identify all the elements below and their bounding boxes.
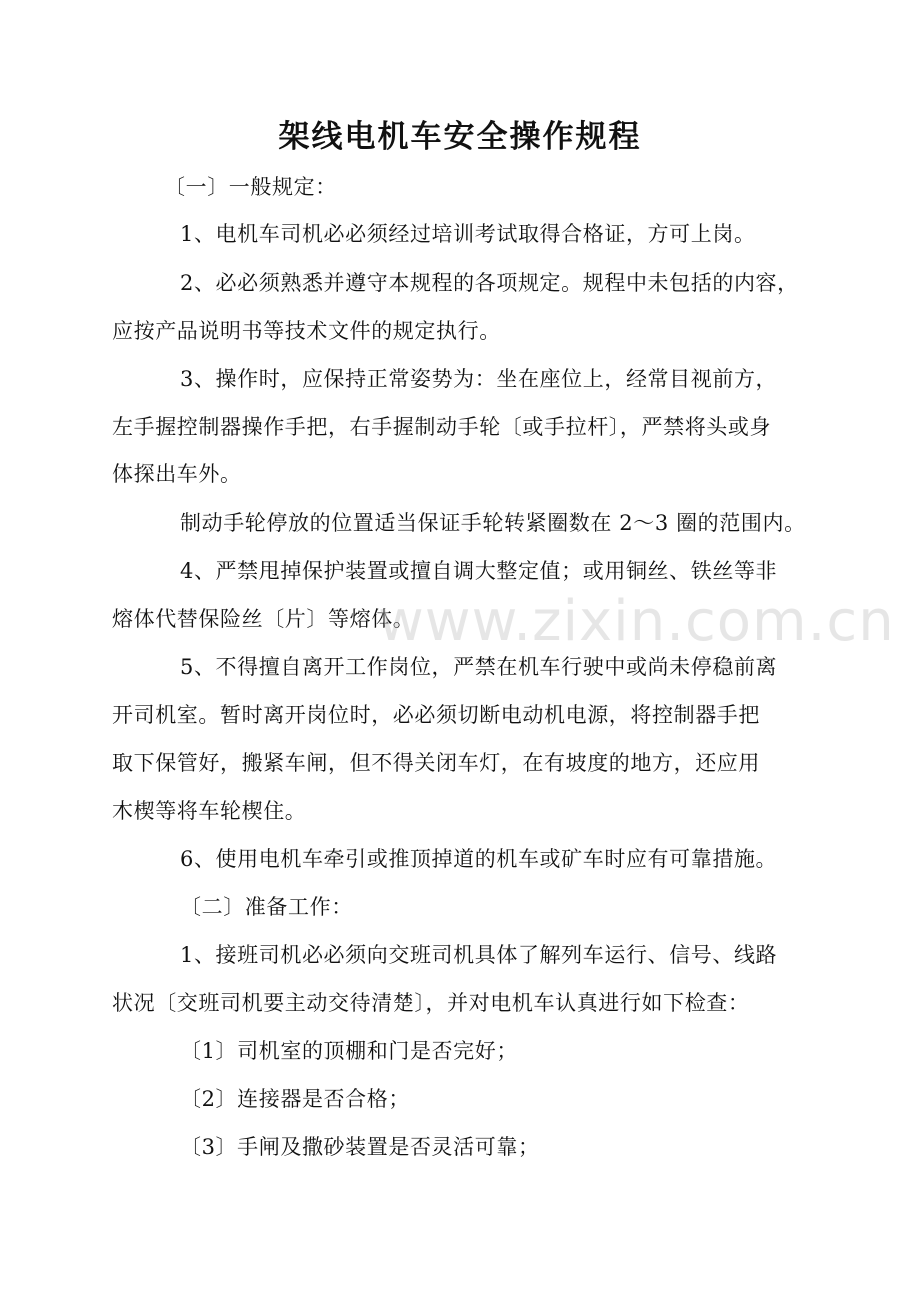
paragraph-line: 左手握控制器操作手把，右手握制动手轮〔或手拉杆〕，严禁将头或身 bbox=[112, 415, 772, 439]
section-heading-preparation: 〔二〕准备工作： bbox=[180, 895, 353, 919]
paragraph-line: 1、电机车司机必必须经过培训考试取得合格证，方可上岗。 bbox=[180, 222, 756, 246]
checklist-item: 〔3〕手闸及撒砂装置是否灵活可靠； bbox=[180, 1135, 540, 1159]
document-title: 架线电机车安全操作规程 bbox=[278, 119, 642, 155]
paragraph-line: 3、操作时，应保持正常姿势为：坐在座位上，经常目视前方， bbox=[180, 367, 778, 391]
checklist-item: 〔1〕司机室的顶棚和门是否完好； bbox=[180, 1039, 518, 1063]
paragraph-line: 木楔等将车轮楔住。 bbox=[112, 799, 307, 823]
paragraph-line: 1、接班司机必必须向交班司机具体了解列车运行、信号、线路 bbox=[180, 943, 778, 967]
paragraph-line: 6、使用电机车牵引或推顶掉道的机车或矿车时应有可靠措施。 bbox=[180, 847, 778, 871]
section-heading-general: 〔一〕一般规定： bbox=[164, 175, 337, 199]
paragraph-line: 开司机室。暂时离开岗位时，必必须切断电动机电源，将控制器手把 bbox=[112, 703, 760, 727]
watermark: www.zixin.com.cn bbox=[378, 589, 895, 654]
paragraph-line: 2、必必须熟悉并遵守本规程的各项规定。规程中未包括的内容， bbox=[180, 271, 799, 295]
paragraph-line: 应按产品说明书等技术文件的规定执行。 bbox=[112, 319, 501, 343]
paragraph-line: 取下保管好，搬紧车闸，但不得关闭车灯，在有坡度的地方，还应用 bbox=[112, 751, 760, 775]
paragraph-line: 制动手轮停放的位置适当保证手轮转紧圈数在 2～3 圈的范围内。 bbox=[180, 511, 806, 535]
paragraph-line: 4、严禁甩掉保护装置或擅自调大整定值；或用铜丝、铁丝等非 bbox=[180, 559, 778, 583]
paragraph-line: 5、不得擅自离开工作岗位，严禁在机车行驶中或尚未停稳前离 bbox=[180, 655, 778, 679]
paragraph-line: 熔体代替保险丝〔片〕等熔体。 bbox=[112, 607, 415, 631]
paragraph-line: 状况〔交班司机要主动交待清楚〕，并对电机车认真进行如下检查： bbox=[112, 991, 750, 1015]
checklist-item: 〔2〕连接器是否合格； bbox=[180, 1087, 410, 1111]
paragraph-line: 体探出车外。 bbox=[112, 462, 242, 486]
